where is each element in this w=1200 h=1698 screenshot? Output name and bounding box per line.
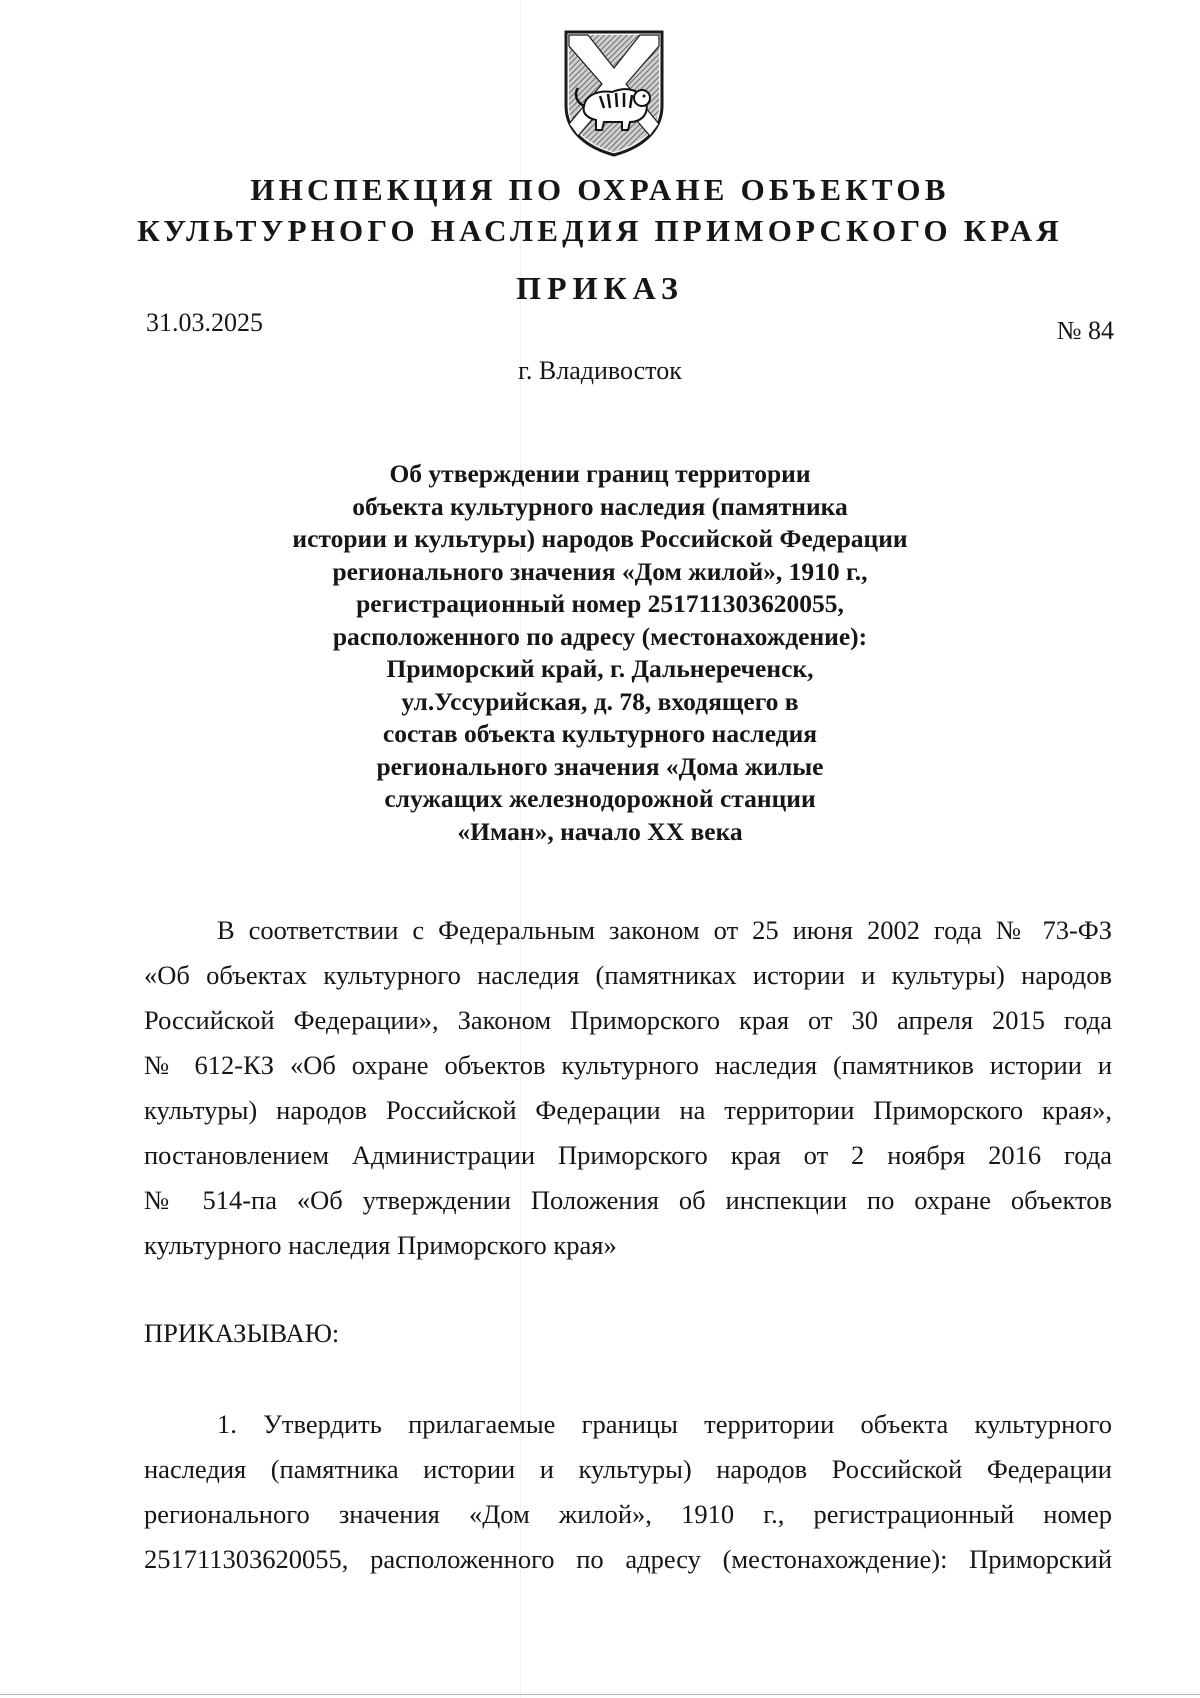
subject-line: Приморский край, г. Дальнереченск,: [386, 654, 814, 683]
subject-line: Об утверждении границ территории: [389, 459, 811, 488]
document-type-title: ПРИКАЗ: [516, 270, 684, 306]
subject-line: регионального значения «Дома жилые: [376, 751, 824, 781]
document-city: г. Владивосток: [518, 356, 682, 385]
subject-line: истории и культуры) народов Российской Федерации: [292, 524, 908, 553]
paragraph-line: Российской Федерации», Законом Приморского края от 30 апреля 2015 года: [144, 1005, 1112, 1035]
paragraph-line: культурного наследия Приморского края»: [144, 1230, 617, 1260]
subject-line: состав объекта культурного наследия: [382, 719, 818, 748]
subject-line: регионального значения «Дом жилой», 1910 г.,: [332, 556, 868, 586]
order-item-1: [144, 1402, 1112, 1582]
document-subject: [200, 458, 1000, 848]
subject-line: ул.Уссурийская, д. 78, входящего в: [401, 686, 799, 716]
paragraph-line: «Об объектах культурного наследия (памятниках истории и культуры) народов: [144, 960, 1112, 990]
paragraph-line: 1. Утвердить прилагаемые границы территории объекта культурного: [217, 1409, 1112, 1439]
subject-line: расположенного по адресу (местонахождение):: [332, 621, 868, 651]
paragraph-line: № 514-па «Об утверждении Положения об инспекции по охране объектов: [144, 1185, 1112, 1215]
legal-basis-paragraph: [144, 908, 1112, 1268]
page-bottom-edge: [0, 1694, 1200, 1695]
paragraph-line: регионального значения «Дом жилой», 1910 г., регистрационный номер: [144, 1499, 1112, 1529]
paragraph-line: постановлением Администрации Приморского края от 2 ноября 2016 года: [144, 1140, 1112, 1170]
paragraph-line: 251711303620055, расположенного по адресу (местонахождение): Приморский: [144, 1544, 1112, 1574]
paragraph-line: культуры) народов Российской Федерации на территории Приморского края»,: [144, 1095, 1112, 1125]
organization-name-line-2: КУЛЬТУРНОГО НАСЛЕДИЯ ПРИМОРСКОГО КРАЯ: [137, 213, 1063, 248]
document-number: № 84: [1056, 316, 1114, 345]
subject-line: служащих железнодорожной станции: [384, 784, 816, 813]
document-date: 31.03.2025: [146, 308, 263, 337]
subject-line: регистрационный номер 251711303620055,: [356, 589, 844, 618]
paragraph-line: № 612-КЗ «Об охране объектов культурного наследия (памятников истории и: [144, 1050, 1112, 1080]
subject-line: объекта культурного наследия (памятника: [352, 491, 848, 521]
order-directive-word: ПРИКАЗЫВАЮ:: [144, 1318, 340, 1348]
paragraph-line: наследия (памятника истории и культуры) народов Российской Федерации: [144, 1454, 1112, 1484]
organization-name-line-1: ИНСПЕКЦИЯ ПО ОХРАНЕ ОБЪЕКТОВ: [250, 172, 950, 207]
paragraph-line: В соответствии с Федеральным законом от 25 июня 2002 года № 73-ФЗ: [217, 915, 1112, 945]
subject-line: «Иман», начало XX века: [457, 816, 743, 846]
primorsky-krai-coat-of-arms-icon: [560, 28, 668, 158]
